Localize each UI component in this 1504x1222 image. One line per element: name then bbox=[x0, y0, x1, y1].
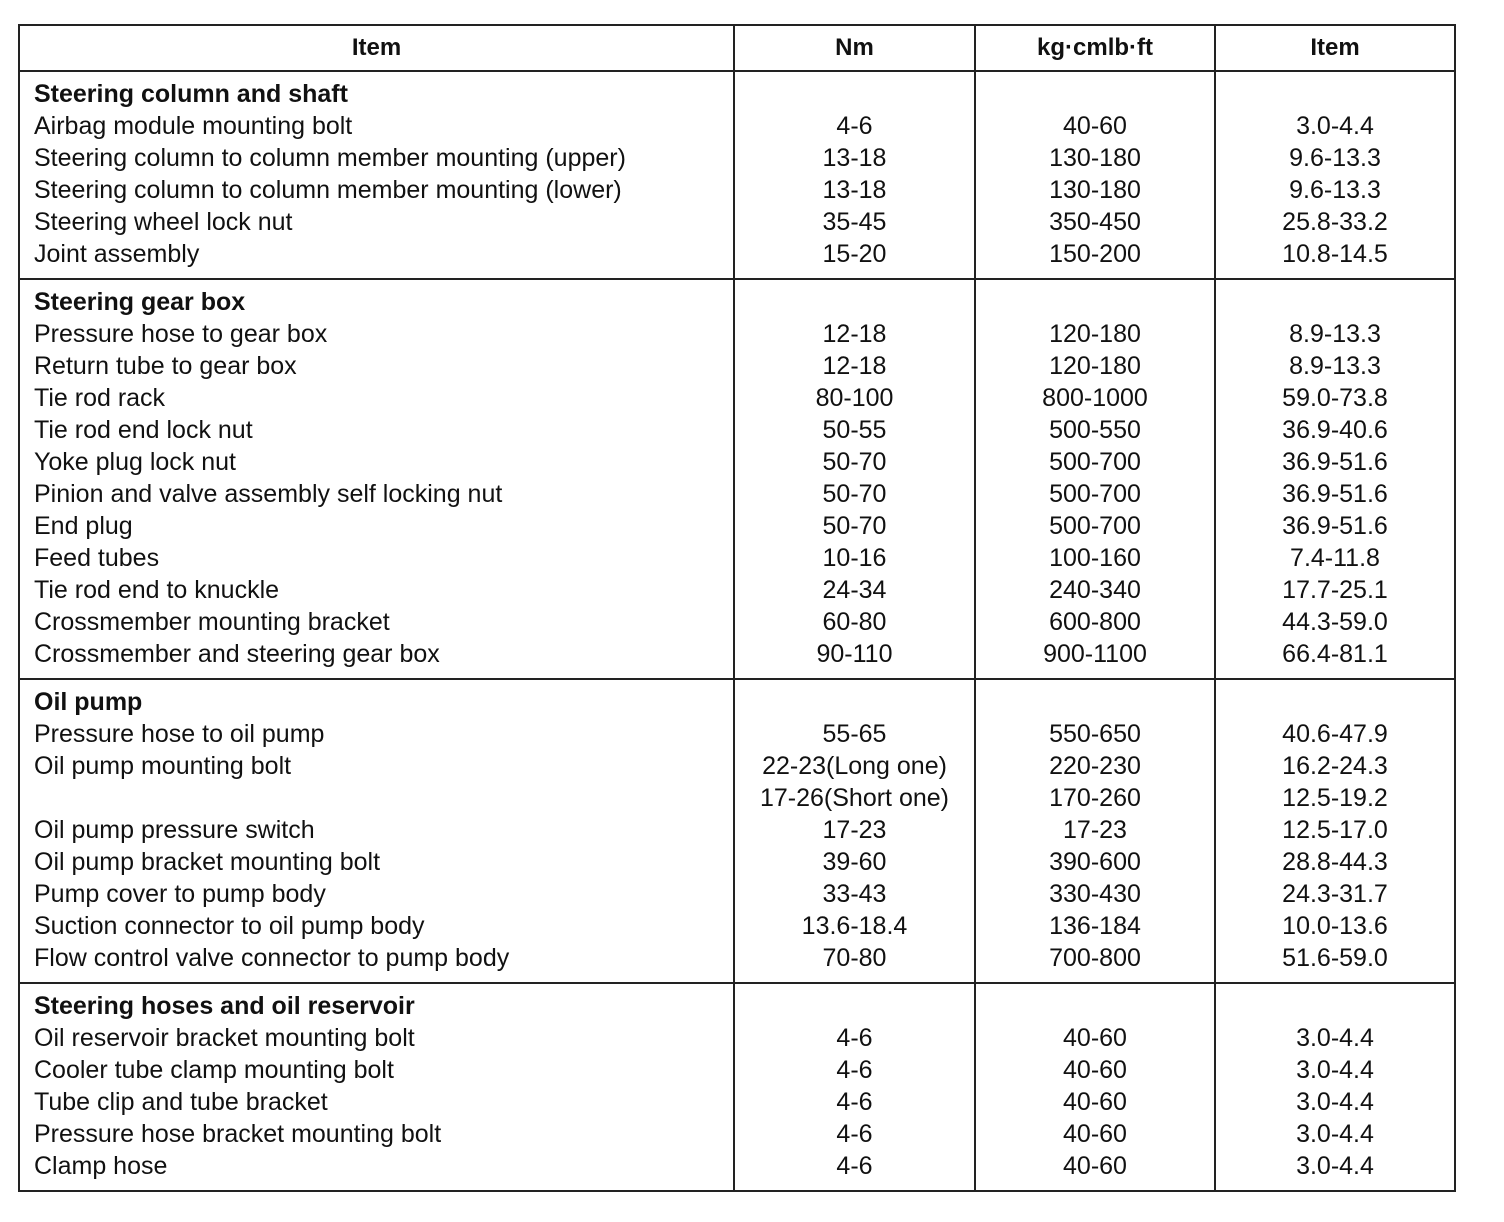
nm-cell: 24-34 bbox=[734, 574, 975, 606]
nm-cell: 35-45 bbox=[734, 206, 975, 238]
item-cell: Tube clip and tube bracket bbox=[19, 1086, 734, 1118]
empty-cell bbox=[734, 983, 975, 1022]
empty-cell bbox=[975, 279, 1215, 318]
kgcm-cell: 170-260 bbox=[975, 782, 1215, 814]
nm-cell: 13-18 bbox=[734, 174, 975, 206]
lbft-cell: 24.3-31.7 bbox=[1215, 878, 1455, 910]
nm-cell: 22-23(Long one) bbox=[734, 750, 975, 782]
kgcm-cell: 120-180 bbox=[975, 350, 1215, 382]
item-cell: Clamp hose bbox=[19, 1150, 734, 1191]
table-row bbox=[19, 910, 1455, 942]
item-cell: Pump cover to pump body bbox=[19, 878, 734, 910]
item-cell: Tie rod end lock nut bbox=[19, 414, 734, 446]
item-cell: End plug bbox=[19, 510, 734, 542]
header-kgcm: kg·cmlb·ft bbox=[975, 25, 1215, 71]
item-cell: Suction connector to oil pump body bbox=[19, 910, 734, 942]
table-row bbox=[19, 110, 1455, 142]
table-row bbox=[19, 1054, 1455, 1086]
nm-cell: 55-65 bbox=[734, 718, 975, 750]
empty-cell bbox=[734, 679, 975, 718]
table-row bbox=[19, 414, 1455, 446]
kgcm-cell: 390-600 bbox=[975, 846, 1215, 878]
lbft-cell: 3.0-4.4 bbox=[1215, 1150, 1455, 1191]
lbft-cell: 10.8-14.5 bbox=[1215, 238, 1455, 279]
table-row bbox=[19, 1118, 1455, 1150]
table-row bbox=[19, 382, 1455, 414]
nm-cell: 12-18 bbox=[734, 318, 975, 350]
lbft-cell: 36.9-40.6 bbox=[1215, 414, 1455, 446]
table-row bbox=[19, 638, 1455, 679]
tightening-torque-table bbox=[18, 24, 1456, 1192]
lbft-cell: 8.9-13.3 bbox=[1215, 350, 1455, 382]
lbft-cell: 9.6-13.3 bbox=[1215, 142, 1455, 174]
section-title-row bbox=[19, 71, 1455, 110]
kgcm-cell: 700-800 bbox=[975, 942, 1215, 983]
lbft-cell: 25.8-33.2 bbox=[1215, 206, 1455, 238]
kgcm-cell: 40-60 bbox=[975, 1150, 1215, 1191]
kgcm-cell: 900-1100 bbox=[975, 638, 1215, 679]
kgcm-cell: 350-450 bbox=[975, 206, 1215, 238]
nm-cell: 4-6 bbox=[734, 1118, 975, 1150]
lbft-cell: 36.9-51.6 bbox=[1215, 510, 1455, 542]
section-title-row bbox=[19, 983, 1455, 1022]
empty-cell bbox=[1215, 983, 1455, 1022]
nm-cell: 33-43 bbox=[734, 878, 975, 910]
lbft-cell: 7.4-11.8 bbox=[1215, 542, 1455, 574]
nm-cell: 70-80 bbox=[734, 942, 975, 983]
table-row bbox=[19, 446, 1455, 478]
table-row bbox=[19, 142, 1455, 174]
header-item: Item bbox=[19, 25, 734, 71]
nm-cell: 12-18 bbox=[734, 350, 975, 382]
kgcm-cell: 220-230 bbox=[975, 750, 1215, 782]
item-cell: Steering wheel lock nut bbox=[19, 206, 734, 238]
item-cell: Pressure hose to gear box bbox=[19, 318, 734, 350]
lbft-cell: 3.0-4.4 bbox=[1215, 110, 1455, 142]
lbft-cell: 3.0-4.4 bbox=[1215, 1118, 1455, 1150]
lbft-cell: 51.6-59.0 bbox=[1215, 942, 1455, 983]
section-title-row bbox=[19, 279, 1455, 318]
kgcm-cell: 330-430 bbox=[975, 878, 1215, 910]
table-row bbox=[19, 574, 1455, 606]
table-row bbox=[19, 206, 1455, 238]
nm-cell: 10-16 bbox=[734, 542, 975, 574]
empty-cell bbox=[1215, 279, 1455, 318]
section-title: Steering column and shaft bbox=[19, 71, 734, 110]
table-row bbox=[19, 846, 1455, 878]
item-cell: Airbag module mounting bolt bbox=[19, 110, 734, 142]
table-header bbox=[19, 25, 1455, 71]
table-row bbox=[19, 542, 1455, 574]
kgcm-cell: 240-340 bbox=[975, 574, 1215, 606]
item-cell: Pressure hose bracket mounting bolt bbox=[19, 1118, 734, 1150]
table-row bbox=[19, 510, 1455, 542]
table-row bbox=[19, 718, 1455, 750]
table-section bbox=[19, 983, 1455, 1191]
lbft-cell: 12.5-17.0 bbox=[1215, 814, 1455, 846]
kgcm-cell: 120-180 bbox=[975, 318, 1215, 350]
kgcm-cell: 17-23 bbox=[975, 814, 1215, 846]
empty-cell bbox=[1215, 679, 1455, 718]
lbft-cell: 40.6-47.9 bbox=[1215, 718, 1455, 750]
lbft-cell: 28.8-44.3 bbox=[1215, 846, 1455, 878]
lbft-cell: 36.9-51.6 bbox=[1215, 446, 1455, 478]
item-cell: Crossmember mounting bracket bbox=[19, 606, 734, 638]
table-row bbox=[19, 750, 1455, 782]
kgcm-cell: 40-60 bbox=[975, 1086, 1215, 1118]
nm-cell: 15-20 bbox=[734, 238, 975, 279]
lbft-cell: 10.0-13.6 bbox=[1215, 910, 1455, 942]
table-row bbox=[19, 606, 1455, 638]
kgcm-cell: 130-180 bbox=[975, 142, 1215, 174]
item-cell: Flow control valve connector to pump body bbox=[19, 942, 734, 983]
lbft-cell: 9.6-13.3 bbox=[1215, 174, 1455, 206]
kgcm-cell: 130-180 bbox=[975, 174, 1215, 206]
kgcm-cell: 800-1000 bbox=[975, 382, 1215, 414]
section-title: Oil pump bbox=[19, 679, 734, 718]
nm-cell: 4-6 bbox=[734, 1022, 975, 1054]
table-row bbox=[19, 238, 1455, 279]
lbft-cell: 3.0-4.4 bbox=[1215, 1022, 1455, 1054]
item-cell: Cooler tube clamp mounting bolt bbox=[19, 1054, 734, 1086]
nm-cell: 80-100 bbox=[734, 382, 975, 414]
table-row bbox=[19, 174, 1455, 206]
table-section bbox=[19, 679, 1455, 983]
nm-cell: 90-110 bbox=[734, 638, 975, 679]
kgcm-cell: 100-160 bbox=[975, 542, 1215, 574]
empty-cell bbox=[975, 71, 1215, 110]
table-row bbox=[19, 350, 1455, 382]
lbft-cell: 12.5-19.2 bbox=[1215, 782, 1455, 814]
lbft-cell: 17.7-25.1 bbox=[1215, 574, 1455, 606]
lbft-cell: 36.9-51.6 bbox=[1215, 478, 1455, 510]
nm-cell: 13-18 bbox=[734, 142, 975, 174]
nm-cell: 39-60 bbox=[734, 846, 975, 878]
table-row bbox=[19, 1150, 1455, 1191]
item-cell: Pinion and valve assembly self locking nut bbox=[19, 478, 734, 510]
table-section bbox=[19, 279, 1455, 679]
section-title: Steering gear box bbox=[19, 279, 734, 318]
kgcm-cell: 40-60 bbox=[975, 1054, 1215, 1086]
kgcm-cell: 500-700 bbox=[975, 510, 1215, 542]
lbft-cell: 59.0-73.8 bbox=[1215, 382, 1455, 414]
item-cell: Steering column to column member mounting (lower) bbox=[19, 174, 734, 206]
empty-cell bbox=[1215, 71, 1455, 110]
header-row bbox=[19, 25, 1455, 71]
nm-cell: 17-23 bbox=[734, 814, 975, 846]
nm-cell: 50-70 bbox=[734, 446, 975, 478]
item-cell: Tie rod end to knuckle bbox=[19, 574, 734, 606]
item-cell: Oil pump pressure switch bbox=[19, 814, 734, 846]
kgcm-cell: 550-650 bbox=[975, 718, 1215, 750]
item-cell: Yoke plug lock nut bbox=[19, 446, 734, 478]
kgcm-cell: 600-800 bbox=[975, 606, 1215, 638]
table-row bbox=[19, 814, 1455, 846]
header-lbft: Item bbox=[1215, 25, 1455, 71]
lbft-cell: 66.4-81.1 bbox=[1215, 638, 1455, 679]
table-row bbox=[19, 942, 1455, 983]
item-cell bbox=[19, 782, 734, 814]
empty-cell bbox=[975, 679, 1215, 718]
nm-cell: 50-70 bbox=[734, 478, 975, 510]
nm-cell: 4-6 bbox=[734, 1086, 975, 1118]
kgcm-cell: 136-184 bbox=[975, 910, 1215, 942]
kgcm-cell: 40-60 bbox=[975, 1118, 1215, 1150]
lbft-cell: 8.9-13.3 bbox=[1215, 318, 1455, 350]
kgcm-cell: 500-700 bbox=[975, 446, 1215, 478]
section-title: Steering hoses and oil reservoir bbox=[19, 983, 734, 1022]
table-row bbox=[19, 1086, 1455, 1118]
header-nm: Nm bbox=[734, 25, 975, 71]
lbft-cell: 44.3-59.0 bbox=[1215, 606, 1455, 638]
kgcm-cell: 40-60 bbox=[975, 1022, 1215, 1054]
empty-cell bbox=[734, 279, 975, 318]
nm-cell: 13.6-18.4 bbox=[734, 910, 975, 942]
section-title-row bbox=[19, 679, 1455, 718]
item-cell: Feed tubes bbox=[19, 542, 734, 574]
nm-cell: 50-55 bbox=[734, 414, 975, 446]
table-row bbox=[19, 318, 1455, 350]
item-cell: Crossmember and steering gear box bbox=[19, 638, 734, 679]
item-cell: Oil pump mounting bolt bbox=[19, 750, 734, 782]
nm-cell: 60-80 bbox=[734, 606, 975, 638]
nm-cell: 4-6 bbox=[734, 110, 975, 142]
lbft-cell: 3.0-4.4 bbox=[1215, 1086, 1455, 1118]
nm-cell: 4-6 bbox=[734, 1054, 975, 1086]
empty-cell bbox=[975, 983, 1215, 1022]
table-row bbox=[19, 782, 1455, 814]
table-row bbox=[19, 478, 1455, 510]
item-cell: Oil pump bracket mounting bolt bbox=[19, 846, 734, 878]
nm-cell: 17-26(Short one) bbox=[734, 782, 975, 814]
item-cell: Steering column to column member mounting (upper) bbox=[19, 142, 734, 174]
empty-cell bbox=[734, 71, 975, 110]
item-cell: Return tube to gear box bbox=[19, 350, 734, 382]
item-cell: Pressure hose to oil pump bbox=[19, 718, 734, 750]
table-row bbox=[19, 1022, 1455, 1054]
lbft-cell: 3.0-4.4 bbox=[1215, 1054, 1455, 1086]
kgcm-cell: 40-60 bbox=[975, 110, 1215, 142]
lbft-cell: 16.2-24.3 bbox=[1215, 750, 1455, 782]
item-cell: Joint assembly bbox=[19, 238, 734, 279]
table-row bbox=[19, 878, 1455, 910]
item-cell: Oil reservoir bracket mounting bolt bbox=[19, 1022, 734, 1054]
nm-cell: 4-6 bbox=[734, 1150, 975, 1191]
kgcm-cell: 500-700 bbox=[975, 478, 1215, 510]
item-cell: Tie rod rack bbox=[19, 382, 734, 414]
nm-cell: 50-70 bbox=[734, 510, 975, 542]
kgcm-cell: 150-200 bbox=[975, 238, 1215, 279]
kgcm-cell: 500-550 bbox=[975, 414, 1215, 446]
table-section bbox=[19, 71, 1455, 279]
